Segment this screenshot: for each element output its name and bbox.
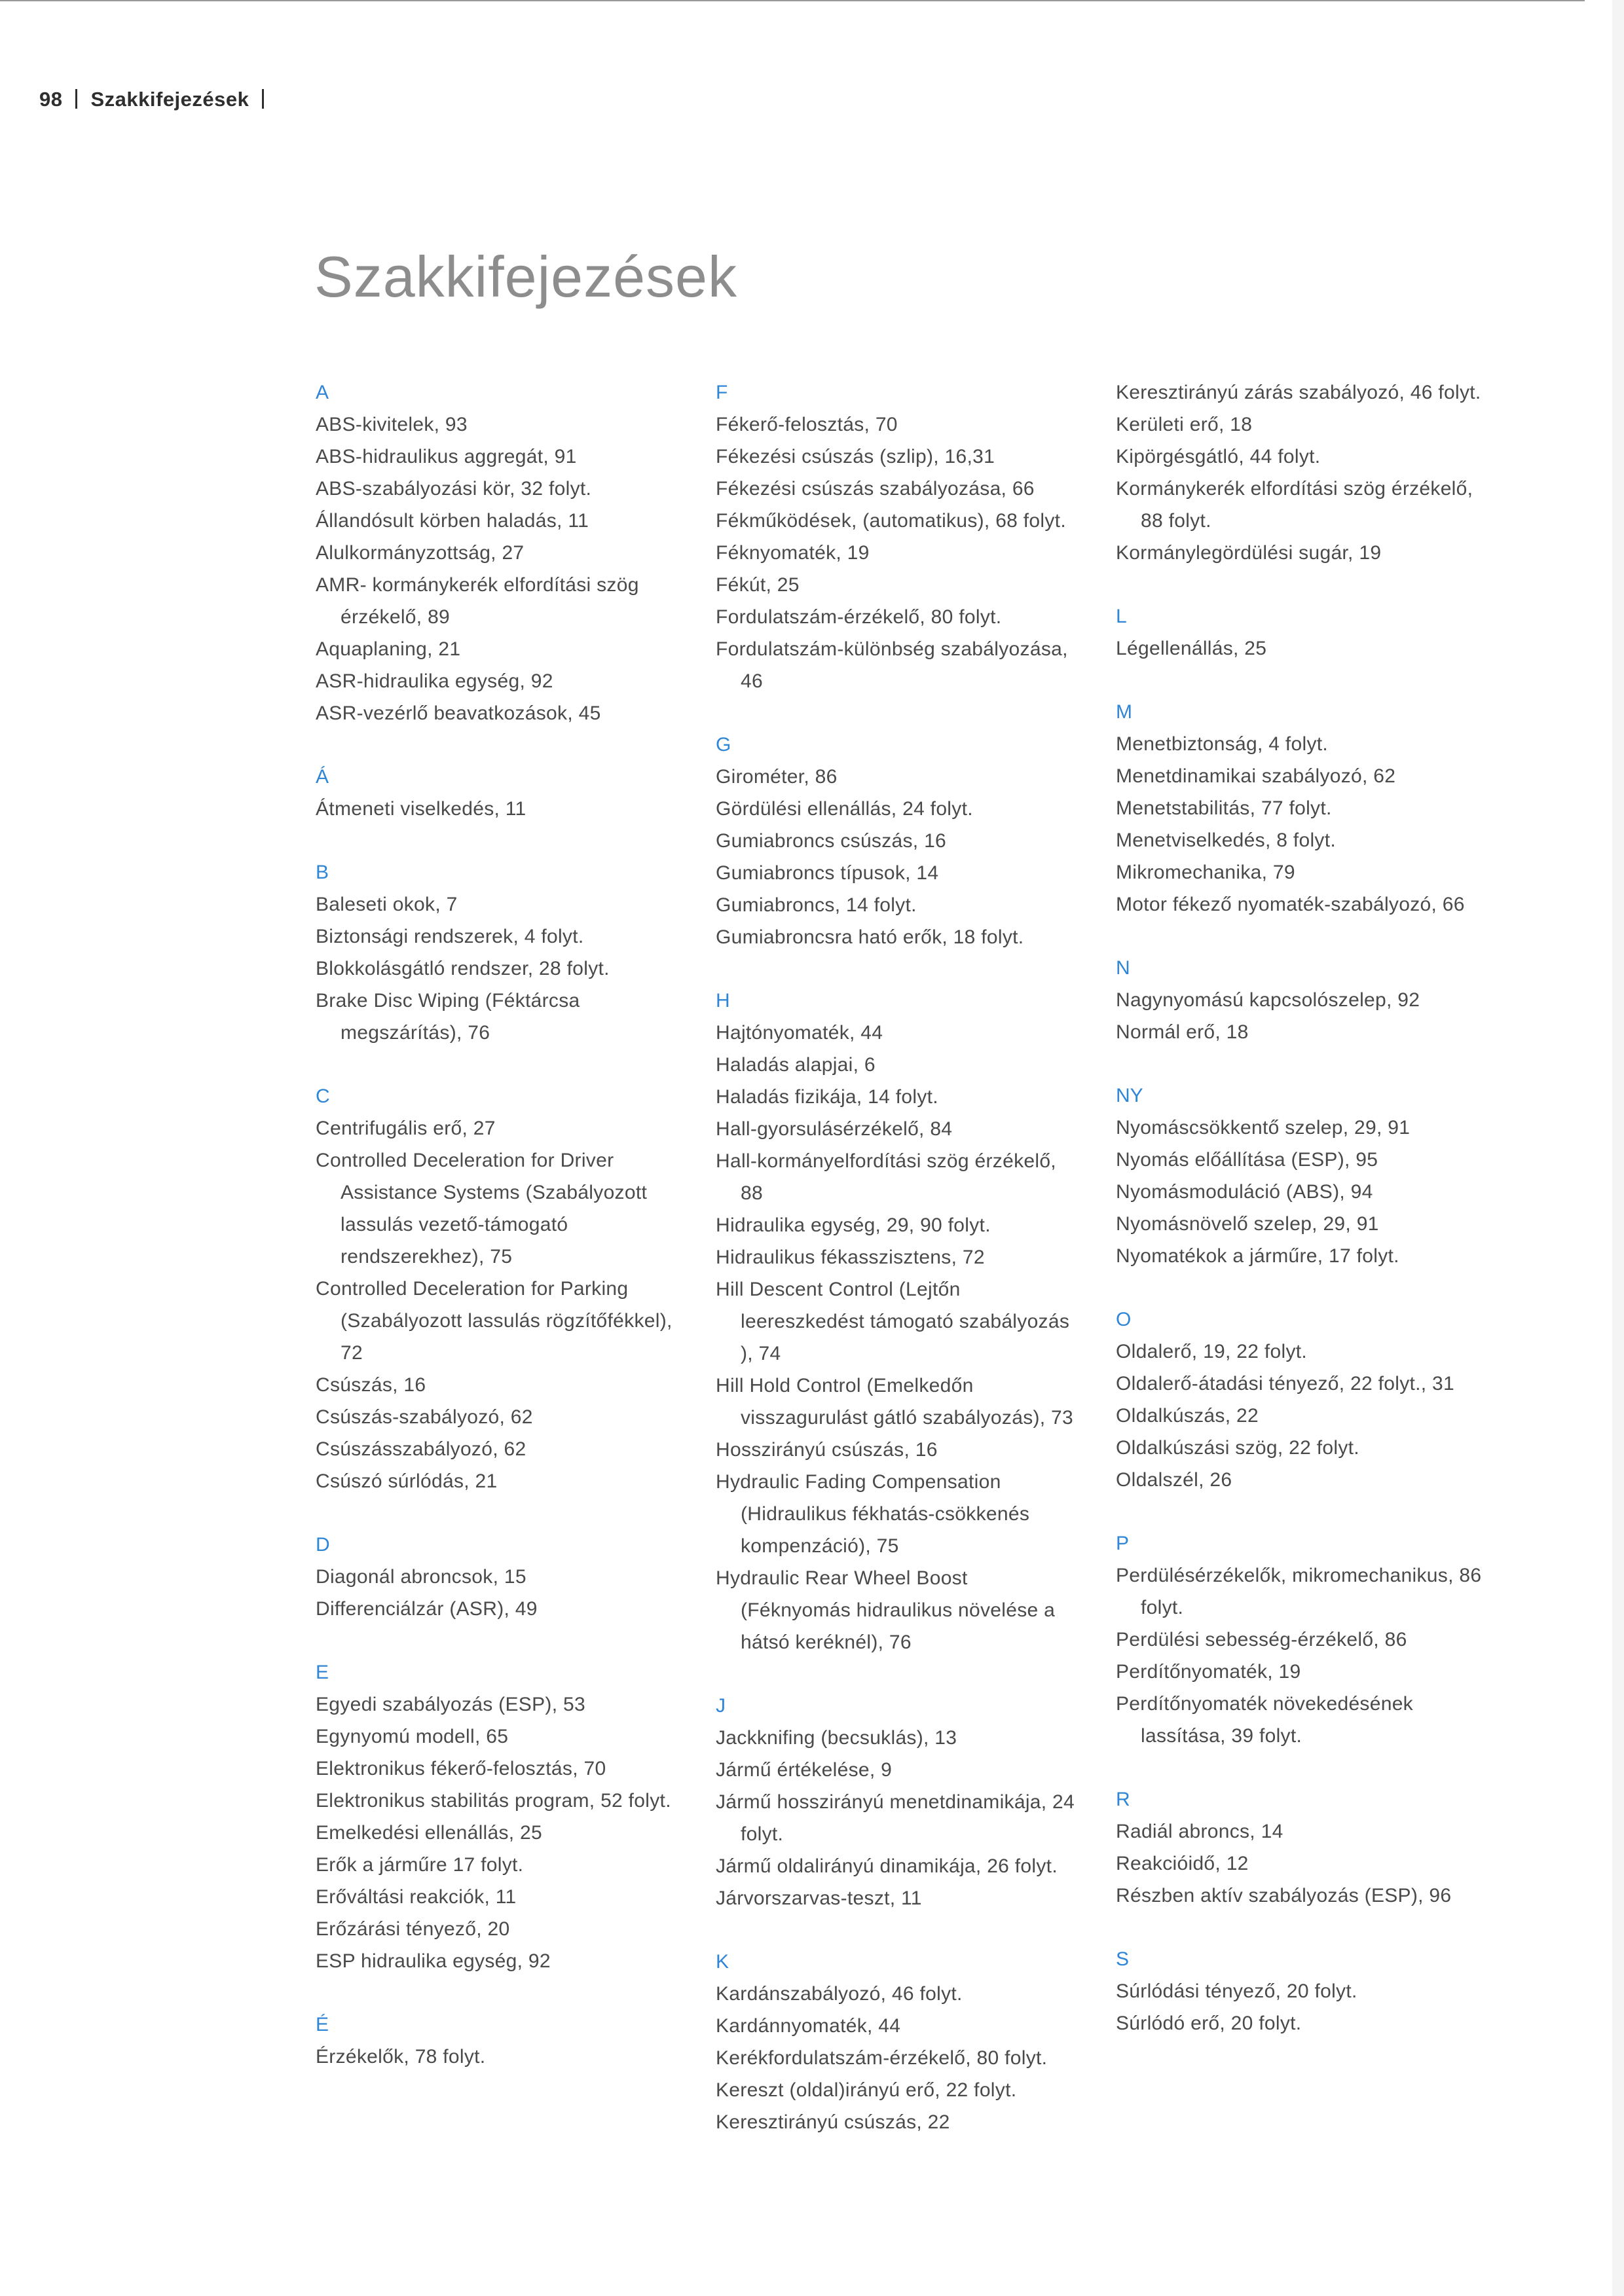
section-letter: H [716, 990, 730, 1011]
index-entry: Csúszó súrlódás, 21 [316, 1470, 498, 1492]
index-entry: Erők a járműre 17 folyt. [316, 1854, 524, 1876]
section-letter: D [316, 1534, 330, 1556]
index-section [1116, 1527, 1483, 1752]
index-entry: Nyomásmoduláció (ABS), 94 [1116, 1181, 1373, 1203]
index-entry: Fékerő-felosztás, 70 [716, 414, 898, 435]
index-entry: Kerületi erő, 18 [1116, 414, 1253, 435]
index-section [1116, 1783, 1483, 1912]
index-entry: Keresztirányú csúszás, 22 [716, 2111, 950, 2133]
index-entry: Nyomatékok a járműre, 17 folyt. [1116, 1245, 1399, 1267]
index-section [1116, 1943, 1483, 2039]
index-entry: Menetviselkedés, 8 folyt. [1116, 829, 1336, 851]
index-section [1116, 952, 1483, 1048]
index-entry: Oldalkúszás, 22 [1116, 1405, 1259, 1427]
index-entry: Biztonsági rendszerek, 4 folyt. [316, 926, 584, 947]
index-section [316, 1080, 682, 1497]
index-entry: Nyomáscsökkentő szelep, 29, 91 [1116, 1117, 1411, 1139]
index-entry: Oldalszél, 26 [1116, 1469, 1232, 1491]
index-entry: Állandósult körben haladás, 11 [316, 510, 589, 532]
index-entry: Fordulatszám-érzékelő, 80 folyt. [716, 606, 1002, 628]
index-section [316, 1656, 682, 1977]
index-entry: Kipörgésgátló, 44 folyt. [1116, 446, 1321, 467]
index-entry: Járvorszarvas-teszt, 11 [716, 1887, 922, 1909]
page-number: 98 [39, 88, 63, 111]
index-entry: Brake Disc Wiping (Féktárcsa megszárítás), 76 [316, 990, 580, 1044]
index-entry: Perdítőnyomaték, 19 [1116, 1661, 1301, 1683]
index-entry: Jármű értékelése, 9 [716, 1759, 893, 1781]
index-entry: Érzékelők, 78 folyt. [316, 2046, 486, 2068]
index-entry: Hidraulika egység, 29, 90 folyt. [716, 1214, 991, 1236]
index-entry: ESP hidraulika egység, 92 [316, 1950, 551, 1972]
index-entry: Súrlódó erő, 20 folyt. [1116, 2013, 1302, 2034]
index-entry: Differenciálzár (ASR), 49 [316, 1598, 538, 1620]
index-entry: Menetdinamikai szabályozó, 62 [1116, 765, 1396, 787]
section-letter: M [1116, 701, 1132, 723]
index-entry: AMR- kormánykerék elfordítási szög érzékelő, 89 [316, 574, 639, 628]
index-entry: Fékút, 25 [716, 574, 800, 596]
section-letter: O [1116, 1309, 1132, 1330]
index-entry: Hajtónyomaték, 44 [716, 1022, 883, 1044]
index-entry: Centrifugális erő, 27 [316, 1118, 496, 1139]
index-entry: Aquaplaning, 21 [316, 638, 461, 660]
section-letter: F [716, 382, 728, 403]
index-column-1 [316, 376, 682, 2104]
section-letter: E [316, 1662, 329, 1683]
section-letter: S [1116, 1948, 1130, 1970]
index-section [316, 761, 682, 825]
index-entry: Blokkolásgátló rendszer, 28 folyt. [316, 958, 610, 979]
index-entry: Erőváltási reakciók, 11 [316, 1886, 517, 1908]
index-entry: Részben aktív szabályozás (ESP), 96 [1116, 1885, 1452, 1906]
running-title: Szakkifejezések [90, 88, 249, 111]
index-entry: Radiál abroncs, 14 [1116, 1821, 1283, 1842]
index-entry: Nyomásnövelő szelep, 29, 91 [1116, 1213, 1379, 1235]
index-section [716, 729, 1082, 953]
index-entry: Gumiabroncsra ható erők, 18 folyt. [716, 926, 1024, 948]
index-entry: Perdülésérzékelők, mikromechanikus, 86 folyt. [1116, 1565, 1482, 1618]
index-section [1116, 376, 1483, 569]
index-entry: Légellenállás, 25 [1116, 638, 1267, 659]
index-entry: Menetbiztonság, 4 folyt. [1116, 733, 1329, 755]
index-entry: Nagynyomású kapcsolószelep, 92 [1116, 989, 1420, 1011]
section-letter: G [716, 734, 731, 756]
page-edge-shadow [1612, 0, 1624, 2296]
page-title: Szakkifejezések [314, 244, 737, 309]
index-entry: Hall-kormányelfordítási szög érzékelő, 88 [716, 1150, 1056, 1204]
index-entry: ABS-kivitelek, 93 [316, 414, 468, 435]
index-entry: Hill Descent Control (Lejtőn leereszkedést támogató szabályozás ), 74 [716, 1279, 1070, 1364]
index-section [716, 1690, 1082, 1914]
index-section [316, 856, 682, 1049]
index-section [1116, 1303, 1483, 1496]
section-letter: R [1116, 1789, 1130, 1810]
running-head [39, 88, 277, 111]
index-entry: Csúszás-szabályozó, 62 [316, 1406, 533, 1428]
index-entry: Controlled Deceleration for Driver Assistance Systems (Szabályozott lassulás vezető-támogató rendszerekhez), 75 [316, 1150, 648, 1267]
section-letter: K [716, 1951, 729, 1973]
index-entry: Jármű hosszirányú menetdinamikája, 24 folyt. [716, 1791, 1075, 1845]
index-entry: Hidraulikus fékasszisztens, 72 [716, 1247, 985, 1268]
index-entry: Motor fékező nyomaték-szabályozó, 66 [1116, 894, 1465, 915]
index-entry: Oldalerő-átadási tényező, 22 folyt., 31 [1116, 1373, 1454, 1394]
index-entry: Gördülési ellenállás, 24 folyt. [716, 798, 973, 820]
index-entry: Átmeneti viselkedés, 11 [316, 798, 526, 820]
index-entry: Oldalkúszási szög, 22 folyt. [1116, 1437, 1359, 1459]
index-section [716, 985, 1082, 1658]
index-entry: Emelkedési ellenállás, 25 [316, 1822, 543, 1844]
index-entry: Gumiabroncs csúszás, 16 [716, 830, 947, 852]
index-entry: Menetstabilitás, 77 folyt. [1116, 797, 1332, 819]
index-entry: ABS-szabályozási kör, 32 folyt. [316, 478, 592, 500]
index-entry: Kormánykerék elfordítási szög érzékelő, 88 folyt. [1116, 478, 1473, 532]
index-section [316, 2009, 682, 2073]
index-entry: Fordulatszám-különbség szabályozása, 46 [716, 638, 1068, 692]
index-entry: Súrlódási tényező, 20 folyt. [1116, 1980, 1357, 2002]
index-section [316, 1529, 682, 1625]
index-entry: Csúszás, 16 [316, 1374, 426, 1396]
index-entry: Hill Hold Control (Emelkedőn visszagurulást gátló szabályozás), 73 [716, 1375, 1074, 1429]
index-entry: Féknyomaték, 19 [716, 542, 870, 564]
index-entry: Egyedi szabályozás (ESP), 53 [316, 1694, 585, 1715]
index-entry: ASR-hidraulika egység, 92 [316, 670, 553, 692]
index-section [1116, 600, 1483, 665]
top-rule [0, 0, 1585, 1]
index-entry: Elektronikus fékerő-felosztás, 70 [316, 1758, 606, 1779]
index-entry: Jackknifing (becsuklás), 13 [716, 1727, 957, 1749]
running-head-separator [75, 89, 77, 109]
index-entry: Jármű oldalirányú dinamikája, 26 folyt. [716, 1855, 1058, 1877]
index-entry: Kardánszabályozó, 46 folyt. [716, 1983, 963, 2005]
index-entry: Fékezési csúszás (szlip), 16,31 [716, 446, 995, 467]
index-entry: Diagonál abroncsok, 15 [316, 1566, 526, 1588]
index-section [1116, 1080, 1483, 1272]
index-entry: Perdülési sebesség-érzékelő, 86 [1116, 1629, 1407, 1650]
index-entry: Controlled Deceleration for Parking (Szabályozott lassulás rögzítőfékkel), 72 [316, 1278, 673, 1364]
section-letter: J [716, 1695, 726, 1717]
index-entry: ABS-hidraulikus aggregát, 91 [316, 446, 577, 467]
section-letter: B [316, 862, 329, 883]
index-entry: Gumiabroncs, 14 folyt. [716, 894, 917, 916]
index-entry: Kereszt (oldal)irányú erő, 22 folyt. [716, 2079, 1017, 2101]
section-letter: L [1116, 606, 1127, 627]
index-entry: Baleseti okok, 7 [316, 894, 458, 915]
index-entry: Fékezési csúszás szabályozása, 66 [716, 478, 1035, 500]
index-section [316, 376, 682, 729]
index-entry: Girométer, 86 [716, 766, 838, 788]
section-letter: A [316, 382, 329, 403]
index-entry: Hosszirányú csúszás, 16 [716, 1439, 938, 1461]
index-entry: Haladás fizikája, 14 folyt. [716, 1086, 938, 1108]
index-entry: Perdítőnyomaték növekedésének lassítása, 39 folyt. [1116, 1693, 1413, 1747]
section-letter: P [1116, 1533, 1130, 1554]
index-entry: Mikromechanika, 79 [1116, 862, 1295, 883]
index-entry: Keresztirányú zárás szabályozó, 46 folyt. [1116, 382, 1481, 403]
index-entry: Hall-gyorsulásérzékelő, 84 [716, 1118, 953, 1140]
section-letter: É [316, 2014, 329, 2035]
index-entry: Kormánylegördülési sugár, 19 [1116, 542, 1382, 564]
index-entry: Kerékfordulatszám-érzékelő, 80 folyt. [716, 2047, 1048, 2069]
index-column-2 [716, 376, 1082, 2170]
index-entry: Nyomás előállítása (ESP), 95 [1116, 1149, 1378, 1171]
index-entry: Fékműködések, (automatikus), 68 folyt. [716, 510, 1066, 532]
index-entry: Normál erő, 18 [1116, 1021, 1249, 1043]
index-entry: ASR-vezérlő beavatkozások, 45 [316, 702, 601, 724]
index-section [716, 1946, 1082, 2138]
index-section [1116, 696, 1483, 920]
index-entry: Hydraulic Fading Compensation (Hidraulikus fékhatás-csökkenés kompenzáció), 75 [716, 1471, 1030, 1557]
index-entry: Elektronikus stabilitás program, 52 folyt. [316, 1790, 671, 1812]
index-column-3 [1116, 376, 1483, 2071]
index-entry: Oldalerő, 19, 22 folyt. [1116, 1341, 1308, 1362]
section-letter: NY [1116, 1085, 1143, 1106]
section-letter: N [1116, 957, 1130, 979]
index-entry: Kardánnyomaték, 44 [716, 2015, 901, 2037]
index-entry: Haladás alapjai, 6 [716, 1054, 876, 1076]
index-entry: Alulkormányzottság, 27 [316, 542, 525, 564]
index-section [716, 376, 1082, 697]
index-entry: Hydraulic Rear Wheel Boost (Féknyomás hidraulikus növelése a hátsó keréknél), 76 [716, 1567, 1056, 1653]
section-letter: C [316, 1085, 330, 1107]
index-entry: Reakcióidő, 12 [1116, 1853, 1249, 1874]
index-entry: Gumiabroncs típusok, 14 [716, 862, 939, 884]
section-letter: Á [316, 766, 329, 788]
index-entry: Csúszásszabályozó, 62 [316, 1438, 526, 1460]
running-head-separator-end [262, 89, 264, 109]
index-entry: Erőzárási tényező, 20 [316, 1918, 510, 1940]
index-entry: Egynyomú modell, 65 [316, 1726, 509, 1747]
